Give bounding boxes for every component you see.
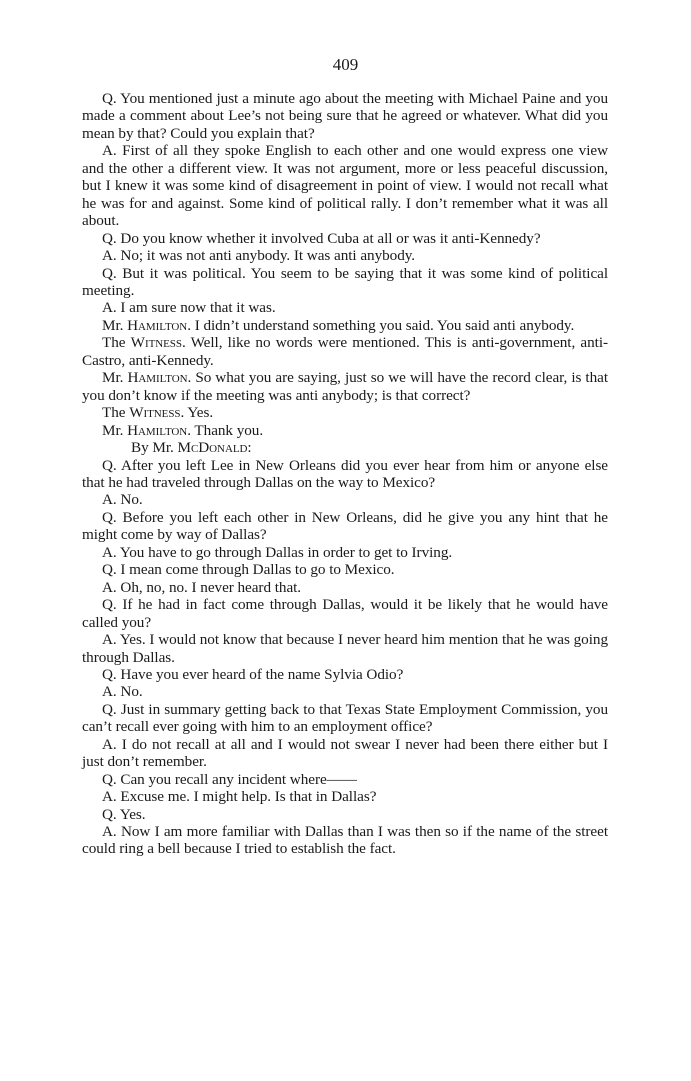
transcript-paragraph [82, 422, 608, 439]
speaker-name: Hamilton [127, 421, 188, 439]
transcript-paragraph [82, 317, 608, 334]
transcript-paragraph [82, 509, 608, 544]
paragraph-text: Mr. [102, 316, 128, 334]
paragraph-text: Q. I mean come through Dallas to go to Mexico. [102, 561, 395, 579]
paragraph-text: The [102, 334, 131, 352]
examiner-byline [82, 439, 608, 456]
paragraph-text: A. Excuse me. I might help. Is that in Dallas? [102, 788, 377, 806]
transcript-paragraph [82, 457, 608, 492]
paragraph-text: Q. Just in summary getting back to that Texas State Employment Commission, you can’t recall ever going with him to an employment office? [82, 700, 608, 736]
transcript-paragraph [82, 299, 608, 316]
paragraph-text: Q. Can you recall any incident where—— [102, 770, 357, 788]
speaker-name: Witness [129, 404, 181, 422]
page-number: 409 [332, 55, 359, 74]
speaker-name: McDonald [177, 439, 248, 457]
paragraph-text: Q. Before you left each other in New Orleans, did he give you any hint that he might come by way of Dallas? [82, 508, 608, 544]
paragraph-text: Q. After you left Lee in New Orleans did you ever hear from him or anyone else that he had traveled through Dallas on the way to Mexico? [82, 456, 608, 491]
transcript-body [82, 90, 608, 858]
paragraph-text: Mr. [102, 369, 128, 387]
transcript-paragraph [82, 806, 608, 823]
paragraph-text: Q. But it was political. You seem to be saying that it was some kind of political meeting. [82, 264, 608, 299]
transcript-paragraph [82, 544, 608, 561]
paragraph-text: Q. Have you ever heard of the name Sylvia Odio? [102, 665, 404, 683]
transcript-paragraph [82, 788, 608, 805]
paragraph-text: A. You have to go through Dallas in order to get to Irving. [102, 543, 453, 561]
paragraph-text: A. Yes. I would not know that because I never heard him mention that he was going through Dallas. [82, 631, 608, 666]
paragraph-text: A. I do not recall at all and I would not swear I never had been there either but I just don’t remember. [82, 735, 608, 771]
transcript-paragraph [82, 142, 608, 229]
paragraph-text: A. First of all they spoke English to each other and one would express one view and the other a different view. It was not argument, more or less peaceful discussion, but I knew it was some kind of disagreement in point of view. I would not recall what he was for and against. Some kind of political rally. I don’t remember what it was all about. [82, 142, 608, 230]
paragraph-text: . Well, like no words were mentioned. This is anti-government, anti-Castro, anti-Kennedy. [82, 334, 608, 369]
paragraph-text: . I didn’t understand something you said. You said anti anybody. [187, 316, 575, 334]
transcript-paragraph [82, 771, 608, 788]
paragraph-text: : [247, 439, 252, 457]
transcript-paragraph [82, 596, 608, 631]
transcript-paragraph [82, 230, 608, 247]
paragraph-text: Q. Do you know whether it involved Cuba at all or was it anti-Kennedy? [102, 229, 541, 247]
transcript-paragraph [82, 369, 608, 404]
transcript-paragraph [82, 701, 608, 736]
transcript-paragraph [82, 631, 608, 666]
paragraph-text: Q. If he had in fact come through Dallas, would it be likely that he would have called you? [82, 596, 608, 631]
paragraph-text: A. Now I am more familiar with Dallas than I was then so if the name of the street could ring a bell because I tried to establish the fact. [82, 823, 608, 858]
transcript-paragraph [82, 561, 608, 578]
transcript-paragraph [82, 736, 608, 771]
paragraph-text: By Mr. [131, 439, 178, 457]
transcript-paragraph [82, 265, 608, 300]
paragraph-text: . Thank you. [187, 421, 264, 439]
speaker-name: Witness [130, 334, 182, 352]
paragraph-text: A. No. [102, 491, 143, 509]
paragraph-text: . Yes. [180, 404, 214, 422]
transcript-paragraph [82, 334, 608, 369]
paragraph-text: A. No; it was not anti anybody. It was anti anybody. [102, 247, 416, 265]
speaker-name: Hamilton [127, 316, 188, 334]
paragraph-text: A. Oh, no, no. I never heard that. [102, 578, 302, 596]
transcript-paragraph [82, 90, 608, 142]
paragraph-text: Mr. [102, 421, 128, 439]
paragraph-text: . So what you are saying, just so we will have the record clear, is that you don’t know if the meeting was anti anybody; is that correct? [82, 369, 608, 404]
paragraph-text: A. I am sure now that it was. [102, 299, 276, 317]
paragraph-text: Q. You mentioned just a minute ago about the meeting with Michael Paine and you made a comment about Lee’s not being sure that he agreed or whatever. What did you mean by that? Could you explain that? [82, 90, 608, 142]
transcript-paragraph [82, 579, 608, 596]
transcript-paragraph [82, 683, 608, 700]
speaker-name: Hamilton [127, 369, 188, 387]
paragraph-text: The [102, 404, 130, 422]
transcript-paragraph [82, 404, 608, 421]
transcript-paragraph [82, 823, 608, 858]
transcript-paragraph [82, 666, 608, 683]
transcript-paragraph [82, 491, 608, 508]
transcript-paragraph [82, 247, 608, 264]
paragraph-text: A. No. [102, 683, 143, 701]
paragraph-text: Q. Yes. [102, 805, 146, 823]
